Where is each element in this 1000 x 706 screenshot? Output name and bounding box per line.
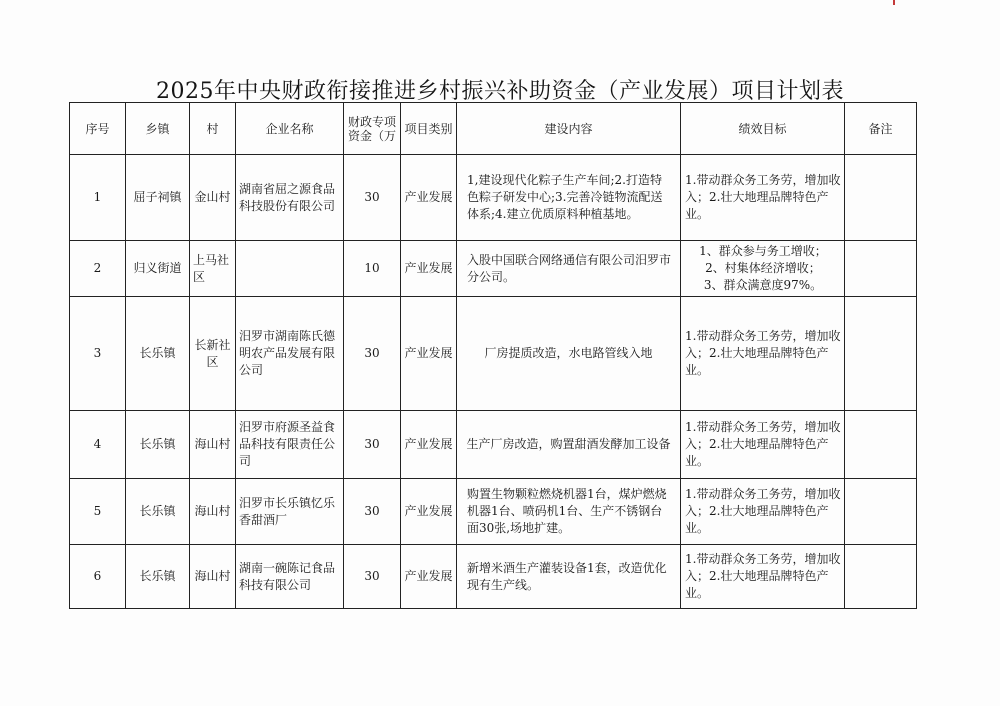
cell-index: 5 [70,479,126,545]
cell-content: 新增米酒生产灌装设备1套，改造优化现有生产线。 [457,545,681,609]
cell-remark [845,545,917,609]
cell-category: 产业发展 [401,297,457,411]
table-row [70,411,917,479]
cell-category: 产业发展 [401,411,457,479]
cell-category: 产业发展 [401,241,457,297]
header-funds: 财政专项资金（万 [344,103,401,155]
performance-line: 1.带动群众务工务劳，增加收入；2.壮大地理品牌特色产业。 [685,173,841,221]
cell-town: 归义街道 [126,241,190,297]
cell-remark [845,155,917,241]
project-plan-table [69,102,917,609]
header-category: 项目类别 [401,103,457,155]
cell-town: 屈子祠镇 [126,155,190,241]
cell-remark [845,297,917,411]
cell-company: 汨罗市长乐镇忆乐香甜酒厂 [236,479,344,545]
cell-content: 生产厂房改造，购置甜酒发酵加工设备 [457,411,681,479]
cell-performance [681,545,845,609]
cell-index: 2 [70,241,126,297]
cell-town: 长乐镇 [126,479,190,545]
table-row [70,545,917,609]
performance-line: 2、村集体经济增收； [705,261,821,275]
cell-funds: 30 [344,155,401,241]
cell-index: 1 [70,155,126,241]
cell-performance [681,411,845,479]
cell-company: 汨罗市湖南陈氏德明农产品发展有限公司 [236,297,344,411]
header-content: 建设内容 [457,103,681,155]
cell-village: 海山村 [190,479,236,545]
header-town: 乡镇 [126,103,190,155]
scan-edge-mark [893,0,895,5]
table-row [70,155,917,241]
cell-town: 长乐镇 [126,411,190,479]
cell-performance [681,241,845,297]
cell-town: 长乐镇 [126,545,190,609]
header-village: 村 [190,103,236,155]
cell-town: 长乐镇 [126,297,190,411]
table-header-row [70,103,917,155]
cell-company: 湖南省屈之源食品科技股份有限公司 [236,155,344,241]
cell-remark [845,411,917,479]
header-company: 企业名称 [236,103,344,155]
header-remark: 备注 [845,103,917,155]
performance-line: 1.带动群众务工务劳，增加收入；2.壮大地理品牌特色产业。 [685,552,841,600]
cell-content: 入股中国联合网络通信有限公司汨罗市分公司。 [457,241,681,297]
cell-funds: 30 [344,411,401,479]
cell-content: 厂房提质改造，水电路管线入地 [457,297,681,411]
header-index: 序号 [70,103,126,155]
cell-category: 产业发展 [401,479,457,545]
table-row [70,241,917,297]
cell-funds: 10 [344,241,401,297]
cell-funds: 30 [344,545,401,609]
cell-funds: 30 [344,479,401,545]
cell-company: 湖南一碗陈记食品科技有限公司 [236,545,344,609]
cell-village: 金山村 [190,155,236,241]
performance-line: 1.带动群众务工务劳，增加收入；2.壮大地理品牌特色产业。 [685,329,841,377]
cell-content: 购置生物颗粒燃烧机器1台，煤炉燃烧机器1台、喷码机1台、生产不锈钢台面30张,场地扩建。 [457,479,681,545]
cell-village: 海山村 [190,545,236,609]
performance-line: 1.带动群众务工务劳，增加收入；2.壮大地理品牌特色产业。 [685,420,841,468]
table-row [70,297,917,411]
cell-company: 汨罗市府源圣益食品科技有限责任公司 [236,411,344,479]
performance-line: 1.带动群众务工务劳，增加收入；2.壮大地理品牌特色产业。 [685,487,841,535]
cell-index: 4 [70,411,126,479]
cell-remark [845,479,917,545]
cell-village: 上马社区 [190,241,236,297]
cell-company [236,241,344,297]
cell-performance [681,297,845,411]
cell-content: 1,建设现代化粽子生产车间;2.打造特色粽子研发中心;3.完善冷链物流配送体系;4.建立优质原料种植基地。 [457,155,681,241]
cell-category: 产业发展 [401,545,457,609]
cell-village: 海山村 [190,411,236,479]
cell-village: 长新社区 [190,297,236,411]
cell-index: 3 [70,297,126,411]
performance-line: 1、群众参与务工增收； [699,244,827,258]
cell-performance [681,155,845,241]
table-row [70,479,917,545]
cell-category: 产业发展 [401,155,457,241]
cell-funds: 30 [344,297,401,411]
cell-performance [681,479,845,545]
cell-index: 6 [70,545,126,609]
performance-line: 3、群众满意度97%。 [703,278,823,292]
cell-remark [845,241,917,297]
header-performance: 绩效目标 [681,103,845,155]
document-title: 2025年中央财政衔接推进乡村振兴补助资金（产业发展）项目计划表 [156,79,844,104]
